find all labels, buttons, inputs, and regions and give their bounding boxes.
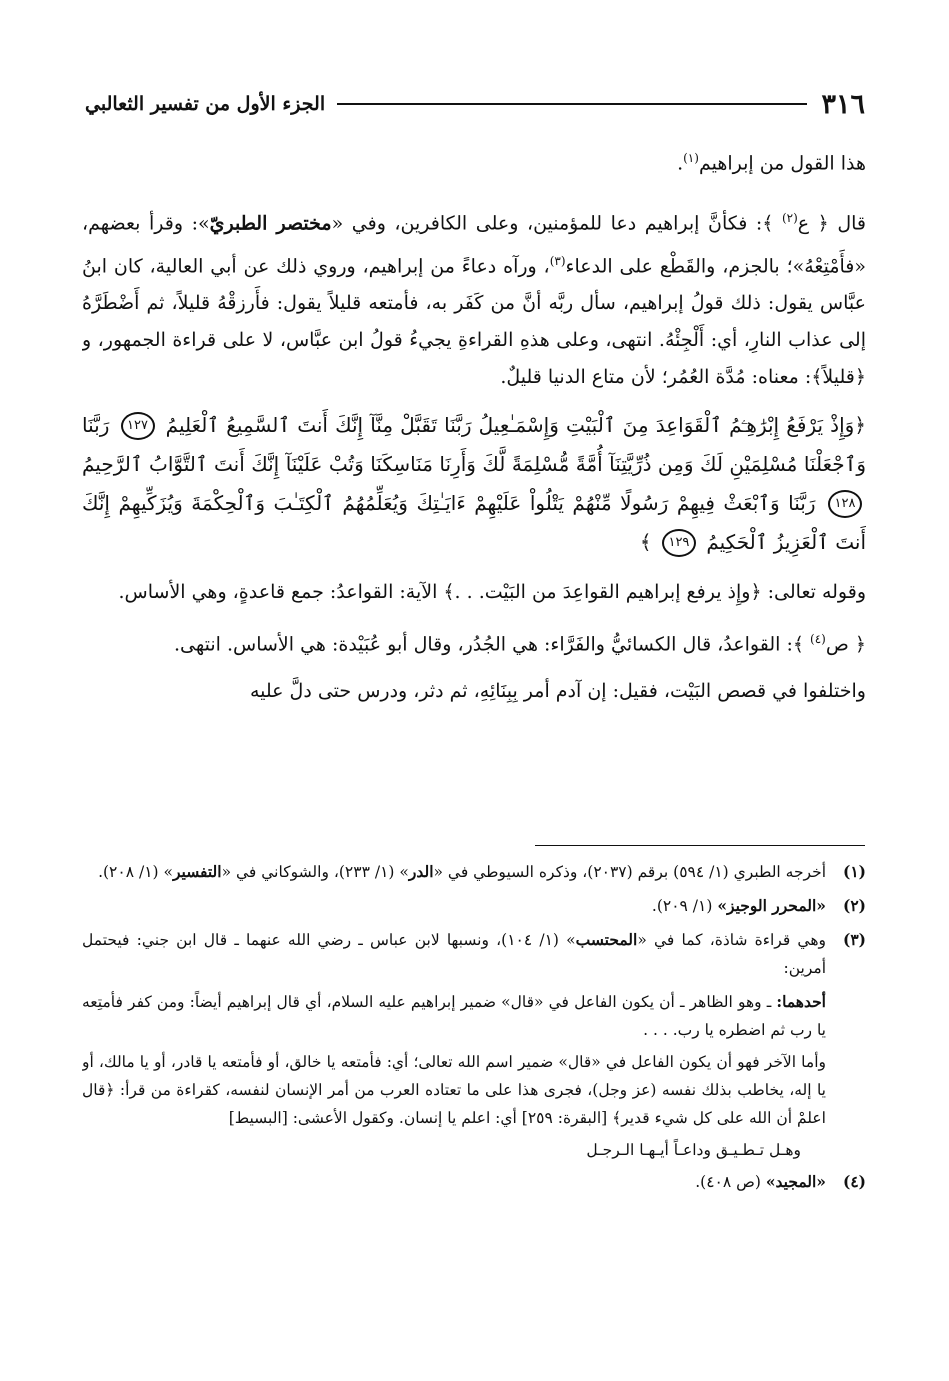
paragraph-5: واختلفوا في قصص البَيْت، فقيل: إن آدم أمر بِبِنَائِهِ، ثم دثر، ودرس حتى دلَّ عليه bbox=[249, 680, 866, 703]
paragraph-4: ﴿ ص$^{(٤)}$ ﴾: القواعدُ، قال الكسائيُّ والفَرَّاء: هي الجُدُر، وقال أبو عُبَيْدة: هي الأساس. انتهى. bbox=[174, 631, 866, 656]
footnote-number: (١) bbox=[842, 862, 866, 881]
footnote-ref-3[interactable]: (٣) bbox=[549, 253, 566, 268]
verse-number-marker: ١٢٧ bbox=[121, 412, 155, 440]
book-title: مختصر الطبريّ bbox=[209, 212, 332, 235]
paragraph-1: هذا القول من إبراهيم$^{(١)}$. bbox=[677, 151, 866, 175]
footnote-ref-2[interactable]: (٢) bbox=[781, 211, 798, 226]
main-text bbox=[82, 140, 866, 830]
footnote-separator bbox=[535, 845, 865, 846]
poetry-verse: وهـل تـطـيـق وداعـاً أيـهـا الـرجـل bbox=[586, 1141, 801, 1159]
verse-number-marker: ١٢٨ bbox=[828, 490, 862, 518]
page-number: ٣١٦ bbox=[821, 88, 865, 120]
footnote-3-part-2: وأما الآخر فهو أن يكون الفاعل في «قال» ضمير اسم الله تعالى؛ أي: فأمتعه يا خالق، أو فأمتعه يا قادر، أو يا مالك، أو يا إله، يخاطب بذلك نفسه (عز وجل)، فجرى هذا على ما تعتاده العرب من أمر الإنسان لنفسه، كقراءة من قرأ: ﴿قال اعلمْ أن الله على كل شيء قدير﴾ [البقرة: ٢٥٩] أي: اعلم يا إنسان. وكقول الأعشى: [البسيط] bbox=[82, 1053, 826, 1127]
quran-verse-block: ﴿وَإِذْ يَرْفَعُ إِبْرَٰهِـۧمُ ٱلْقَوَاعِدَ مِنَ ٱلْبَيْتِ وَإِسْمَـٰعِيلُ رَبَّنَا تَقَبَّلْ مِنَّآ إِنَّكَ أَنتَ ٱلسَّمِيعُ ٱلْعَلِيمُ ١٢٧ رَبَّنَا وَٱجْعَلْنَا مُسْلِمَيْنِ لَكَ وَمِن ذُرِّيَّتِنَآ أُمَّةً مُّسْلِمَةً لَّكَ وَأَرِنَا مَنَاسِكَنَا وَتُبْ عَلَيْنَآ إِنَّكَ أَنتَ ٱلتَّوَّابُ ٱلرَّحِيمُ ١٢٨ رَبَّنَا وَٱبْعَثْ فِيهِمْ رَسُولًا مِّنْهُمْ يَتْلُواْ عَلَيْهِمْ ءَايَـٰتِكَ وَيُعَلِّمُهُمُ ٱلْكِتَـٰبَ وَٱلْحِكْمَةَ وَيُزَكِّيهِمْ إِنَّكَ أَنتَ ٱلْعَزِيزُ ٱلْحَكِيمُ ١٢٩ ﴾ bbox=[82, 406, 866, 562]
page-header bbox=[85, 86, 865, 122]
footnote-2: (٢) «المحرر الوجيز» (١/ ٢٠٩). bbox=[82, 892, 866, 920]
footnote-4: (٤) «المجيد» (ص ٤٠٨). bbox=[82, 1168, 866, 1196]
footnote-ref-4[interactable]: (٤) bbox=[810, 631, 826, 646]
footnote-3-part-1: أحدهما: ـ وهو الظاهر ـ أن يكون الفاعل في «قال» ضمير إبراهيم عليه السلام، أي قال إبراهيم أيضاً: ومن كفر فأمتِعه يا رب ثم اضطره يا رب. . . . bbox=[82, 992, 826, 1039]
footnote-number: (٢) bbox=[842, 896, 866, 915]
paragraph-2: قال ﴿ ع$^{(٢)}$ ﴾: فكأنَّ إبراهيم دعا للمؤمنين، وعلى الكافرين، وفي «مختصر الطبريّ»: وقرأ بعضهم، «فأَمْتِعْهُ»؛ بالجزم، والقَطْع على الدعاء$^{(٣)}$، ورآه دعاءً من إبراهيم، وروي ذلك عن أبي العالية، كان ابنُ عبَّاس يقول: ذلك قولُ إبراهيم، سأل ربَّه أنَّ من كَفَر به، فأمتعه قليلاً يقول: فأَرزقْهُ قليلاً، ثم أَضْطَرَّهُ إلى عذاب النارِ، أي: أَلْجِئْهُ. انتهى، وعلى هذهِ القراءةِ يجيءُ قولُ ابن عبَّاس، لا على قراءة الجمهور، و ﴿قليلاً﴾: معناه: مُدَّة العُمُر؛ لأن متاع الدنيا قليلٌ. bbox=[82, 211, 866, 388]
footnote-1: (١) أخرجه الطبري (١/ ٥٩٤) برقم (٢٠٣٧)، وذكره السيوطي في «الدر» (١/ ٢٣٣)، والشوكاني في «التفسير» (١/ ٢٠٨). bbox=[82, 858, 866, 886]
footnote-ref-1[interactable]: (١) bbox=[683, 151, 699, 165]
footnote-number: (٤) bbox=[842, 1172, 866, 1191]
header-rule bbox=[337, 103, 807, 105]
footnote-number: (٣) bbox=[842, 930, 866, 949]
paragraph-3: وقوله تعالى: ﴿وإِذ يرفع إبراهيم القواعِدَ من البَيْت. . .﴾ الآية: القواعدُ: جمع قاعدةٍ، وهي الأساس. bbox=[118, 580, 866, 603]
footnote-3: (٣) وهي قراءة شاذة، كما في «المحتسب» (١/ ١٠٤)، ونسبها لابن عباس ـ رضي الله عنهما ـ قال ابن جني: فيحتمل أمرين: bbox=[82, 926, 866, 982]
verse-number-marker: ١٢٩ bbox=[662, 529, 696, 557]
running-title: الجزء الأول من تفسير الثعالبي bbox=[85, 93, 326, 115]
footnotes bbox=[82, 858, 866, 1308]
